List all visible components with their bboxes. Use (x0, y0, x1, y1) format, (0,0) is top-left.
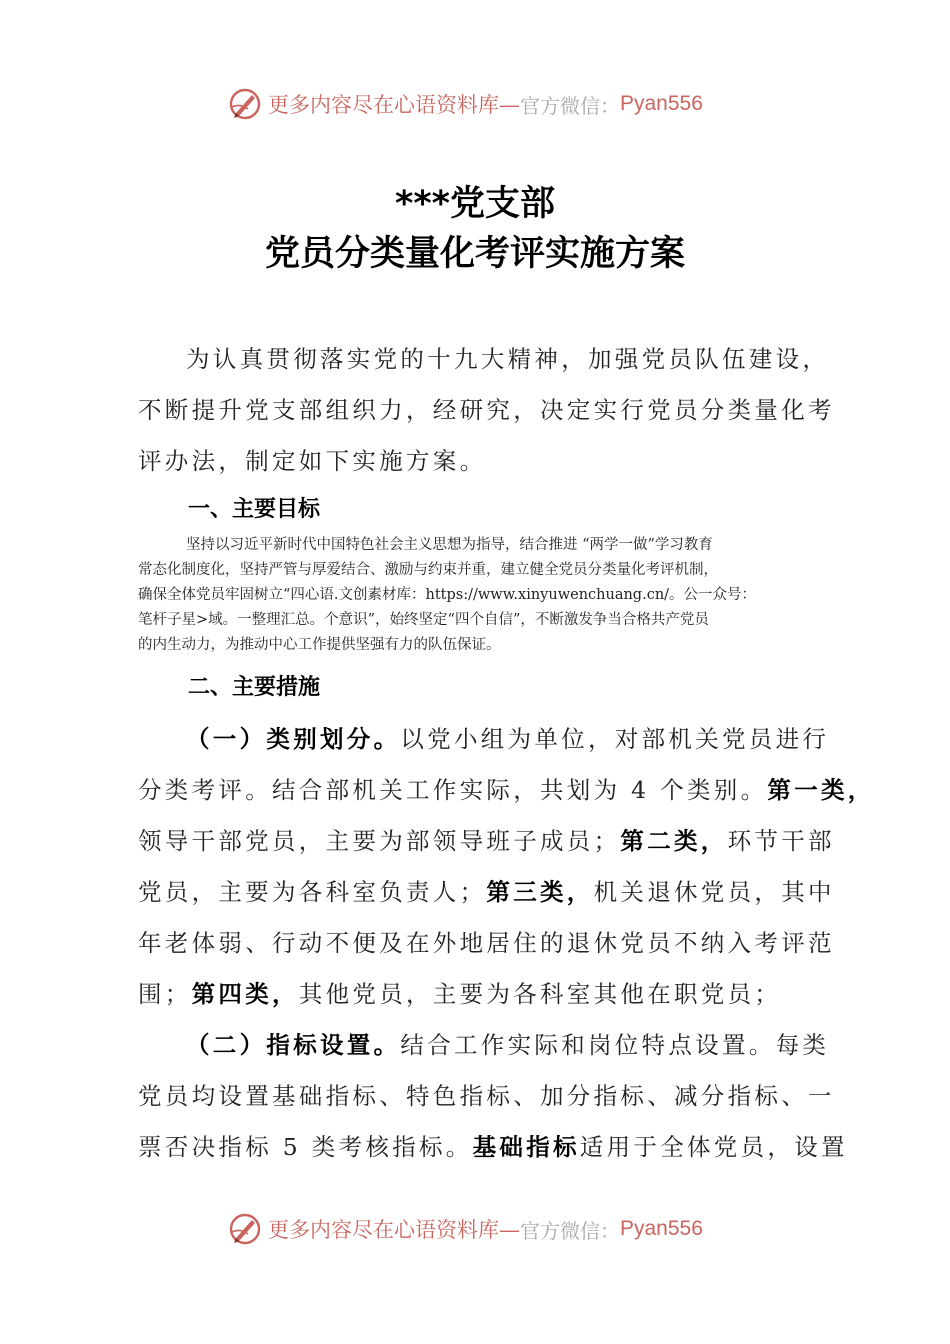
watermark-wechat-id: Pyan556 (620, 92, 703, 115)
goals-line-1: 坚持以习近平新时代中国特色社会主义思想为指导，结合推进 “两学一做”学习教育 (186, 537, 713, 553)
footer-watermark (228, 1209, 703, 1249)
watermark-wechat-label: 官方微信： (520, 93, 620, 118)
measures-p1-line-6: 围；第四类，其他党员，主要为各科室其他在职党员； (138, 980, 782, 1008)
intro-line-2: 不断提升党支部组织力，经研究，决定实行党员分类量化考 (138, 396, 835, 424)
section-heading-measures: 二、主要措施 (188, 675, 321, 700)
header-watermark (228, 84, 703, 124)
watermark-text: 更多内容尽在心语资料库— (268, 1218, 520, 1242)
watermark-wechat-id: Pyan556 (620, 1217, 703, 1240)
pen-logo-icon (228, 1212, 262, 1246)
intro-line-3: 评办法，制定如下实施方案。 (138, 447, 487, 475)
goals-line-3: 确保全体党员牢固树立“四心语.文创素材库：https://www.xinyuwenchuang.cn/。公一众号： (138, 587, 757, 603)
goals-line-2: 常态化制度化，坚持严管与厚爱结合、激励与约束并重，建立健全党员分类量化考评机制， (138, 562, 718, 578)
watermark-text: 更多内容尽在心语资料库— (268, 93, 520, 117)
pen-logo-icon (228, 87, 262, 121)
measures-p2-line-2: 党员均设置基础指标、特色指标、加分指标、减分指标、一 (138, 1082, 835, 1110)
goals-line-5: 的内生动力，为推动中心工作提供坚强有力的队伍保证。 (138, 637, 501, 653)
measures-p1-line-5: 年老体弱、行动不便及在外地居住的退休党员不纳入考评范 (138, 929, 835, 957)
measures-p1-line-3: 领导干部党员，主要为部领导班子成员；第二类，环节干部 (138, 827, 835, 855)
indicator-setting-label: （二）指标设置。 (186, 1031, 401, 1059)
document-title-line1: ***党支部 (395, 184, 555, 224)
intro-line-1: 为认真贯彻落实党的十九大精神，加强党员队伍建设， (186, 345, 830, 373)
section-heading-goals: 一、主要目标 (188, 497, 321, 522)
measures-p2-line-1: （二）指标设置。结合工作实际和岗位特点设置。每类 (186, 1031, 830, 1059)
measures-p1-line-4: 党员，主要为各科室负责人；第三类，机关退休党员，其中 (138, 878, 835, 906)
measures-p1-line-2: 分类考评。结合部机关工作实际，共划为 4 个类别。第一类， (138, 776, 875, 804)
measures-p1-line-1: （一）类别划分。以党小组为单位，对部机关党员进行 (186, 725, 830, 753)
measures-p2-line-3: 票否决指标 5 类考核指标。基础指标适用于全体党员，设置 (138, 1133, 848, 1161)
watermark-wechat-label: 官方微信： (520, 1218, 620, 1243)
category-division-label: （一）类别划分。 (186, 725, 401, 753)
document-title-line2: 党员分类量化考评实施方案 (264, 234, 685, 274)
goals-line-4: 笔杆子星>域。一整理汇总。个意识”，始终坚定“四个自信”，不断激发争当合格共产党员 (138, 612, 709, 628)
